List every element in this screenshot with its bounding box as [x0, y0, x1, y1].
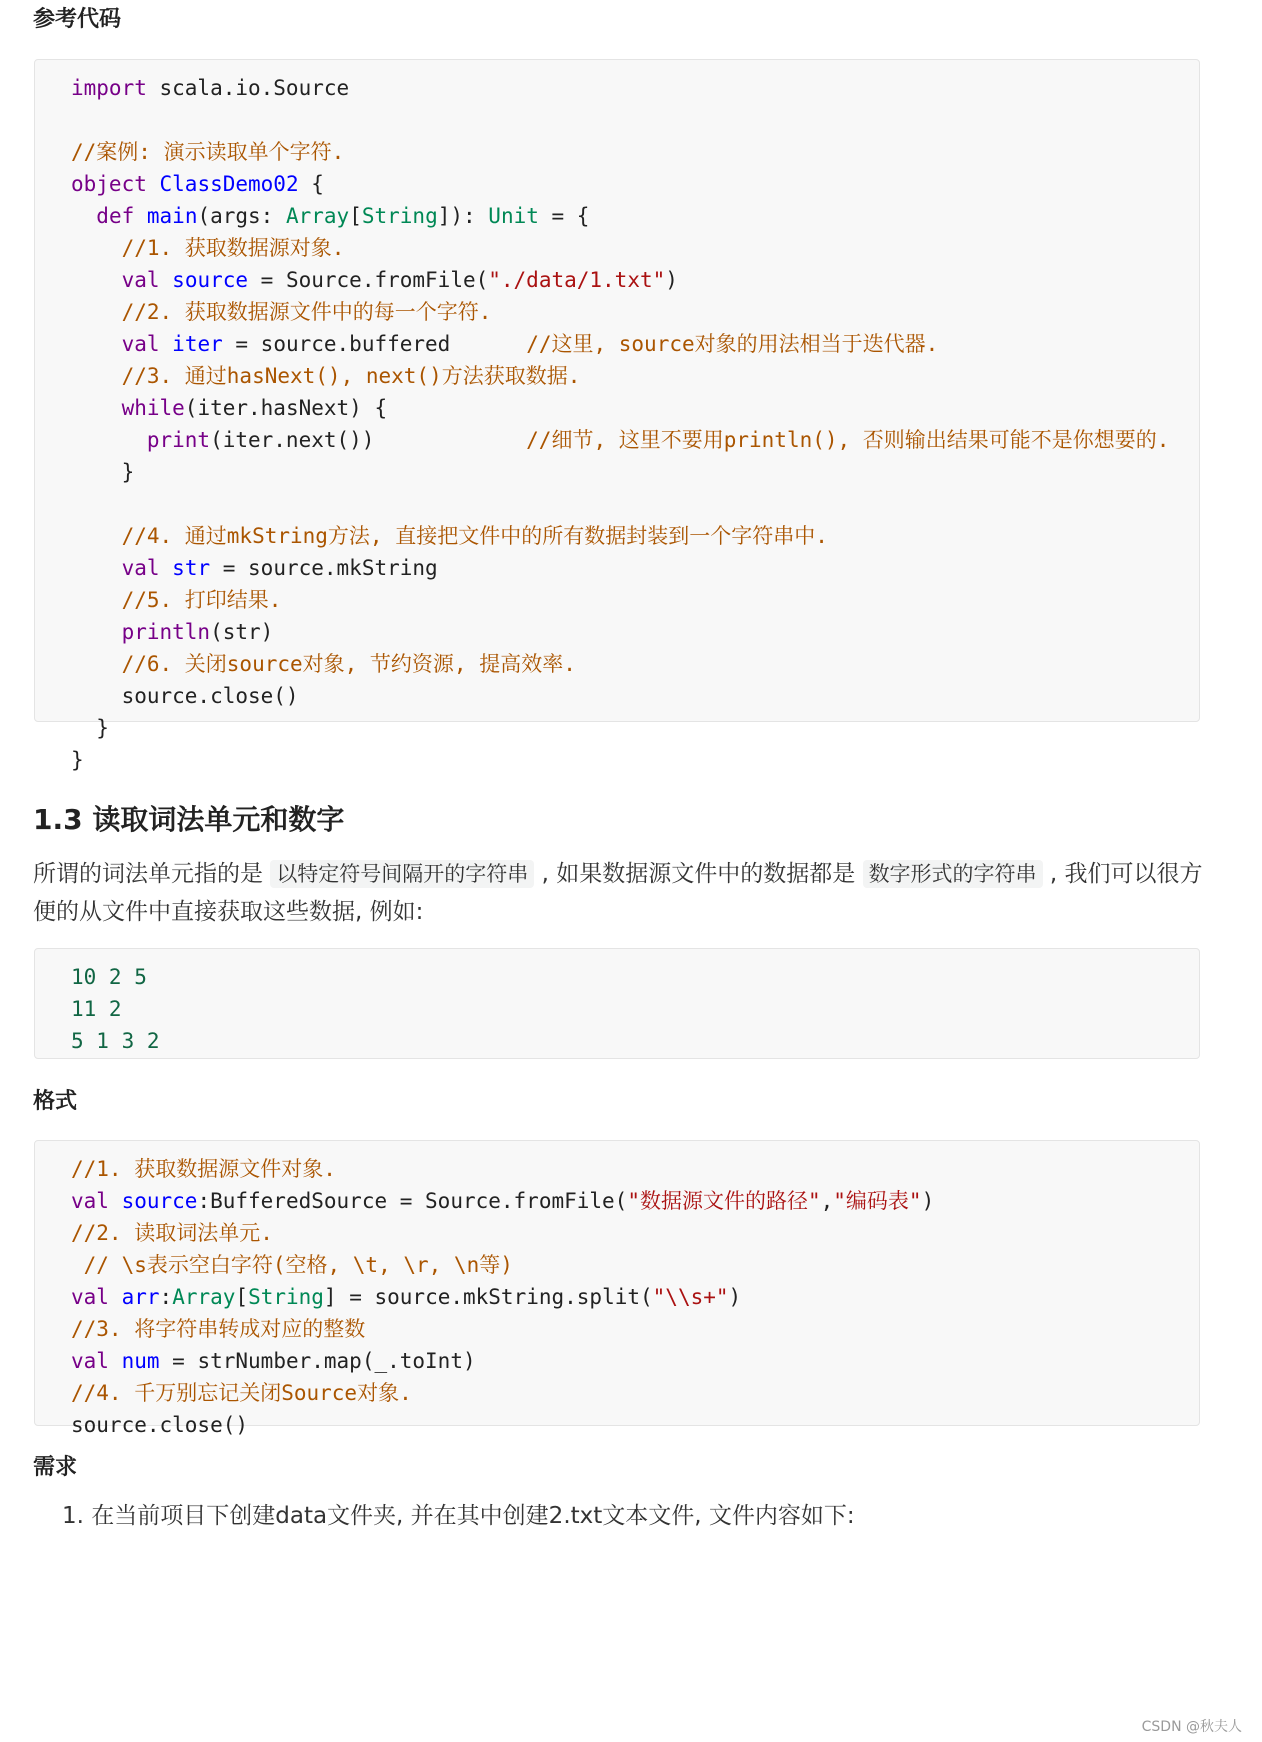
code-line: 11 2: [71, 997, 122, 1021]
intro-paragraph: 所谓的词法单元指的是 以特定符号间隔开的字符串 , 如果数据源文件中的数据都是 数字形式的字符串 , 我们可以很方便的从文件中直接获取这些数据, 例如:: [33, 861, 1203, 925]
code-comment: //案例: 演示读取单个字符.: [71, 140, 345, 164]
heading-requirement: 需求: [33, 1455, 78, 1480]
code-line: source.close(): [71, 684, 299, 708]
code-comment: //1. 获取数据源对象.: [71, 236, 345, 260]
code-comment: //5. 打印结果.: [71, 588, 282, 612]
heading-format: 格式: [33, 1089, 78, 1114]
code-line: source.close(): [71, 1413, 249, 1437]
code-line: print(iter.next()) //细节, 这里不要用println(), 否则输出结果可能不是你想要的.: [146, 428, 1170, 452]
code-comment: //2. 读取词法单元.: [71, 1221, 273, 1245]
code-line: val iter = source.buffered //这里, source对象的用法相当于迭代器.: [121, 332, 939, 356]
code-block-format: [34, 1140, 1200, 1437]
code-comment: //3. 通过hasNext(), next()方法获取数据.: [71, 364, 581, 388]
code-line: import scala.io.Source: [71, 76, 350, 100]
inline-code: 数字形式的字符串: [863, 860, 1043, 888]
csdn-watermark: CSDN @秋夫人: [1141, 1719, 1242, 1735]
heading-reference-code: 参考代码: [33, 7, 122, 32]
section-heading: 1.3 读取词法单元和数字: [33, 803, 345, 836]
code-line: [71, 488, 1199, 520]
code-line: val source:BufferedSource = Source.fromFile("数据源文件的路径","编码表"): [71, 1189, 935, 1213]
code-comment: //4. 千万别忘记关闭Source对象.: [71, 1381, 412, 1405]
code-line: val str = source.mkString: [121, 556, 438, 580]
code-comment: //3. 将字符串转成对应的整数: [71, 1317, 366, 1341]
code-comment: //1. 获取数据源文件对象.: [71, 1157, 336, 1181]
code-line: val source = Source.fromFile("./data/1.txt"): [121, 268, 678, 292]
code-comment: //4. 通过mkString方法, 直接把文件中的所有数据封装到一个字符串中.: [71, 524, 828, 548]
code-line: }: [71, 460, 135, 484]
code-line: val arr:Array[String] = source.mkString.split("\\s+"): [71, 1285, 742, 1309]
code-comment: // \s表示空白字符(空格, \t, \r, \n等): [71, 1253, 513, 1277]
list-item: 1. 在当前项目下创建data文件夹, 并在其中创建2.txt文本文件, 文件内容如下:: [62, 1503, 855, 1529]
code-line: def main(args: Array[String]): Unit = {: [96, 204, 590, 228]
code-line: val num = strNumber.map(_.toInt): [71, 1349, 476, 1373]
code-line: println(str): [121, 620, 274, 644]
code-comment: //6. 关闭source对象, 节约资源, 提高效率.: [71, 652, 576, 676]
code-line: object ClassDemo02 {: [71, 172, 324, 196]
code-line: }: [71, 716, 109, 740]
code-block-reference: [34, 59, 1200, 772]
code-line: 10 2 5: [71, 965, 147, 989]
code-line: }: [71, 748, 84, 772]
inline-code: 以特定符号间隔开的字符串: [270, 860, 534, 888]
code-comment: //2. 获取数据源文件中的每一个字符.: [71, 300, 492, 324]
code-line: [71, 104, 1199, 136]
code-line: 5 1 3 2: [71, 1029, 160, 1053]
code-line: while(iter.hasNext) {: [121, 396, 388, 420]
code-block-example-data: [34, 948, 1200, 1059]
